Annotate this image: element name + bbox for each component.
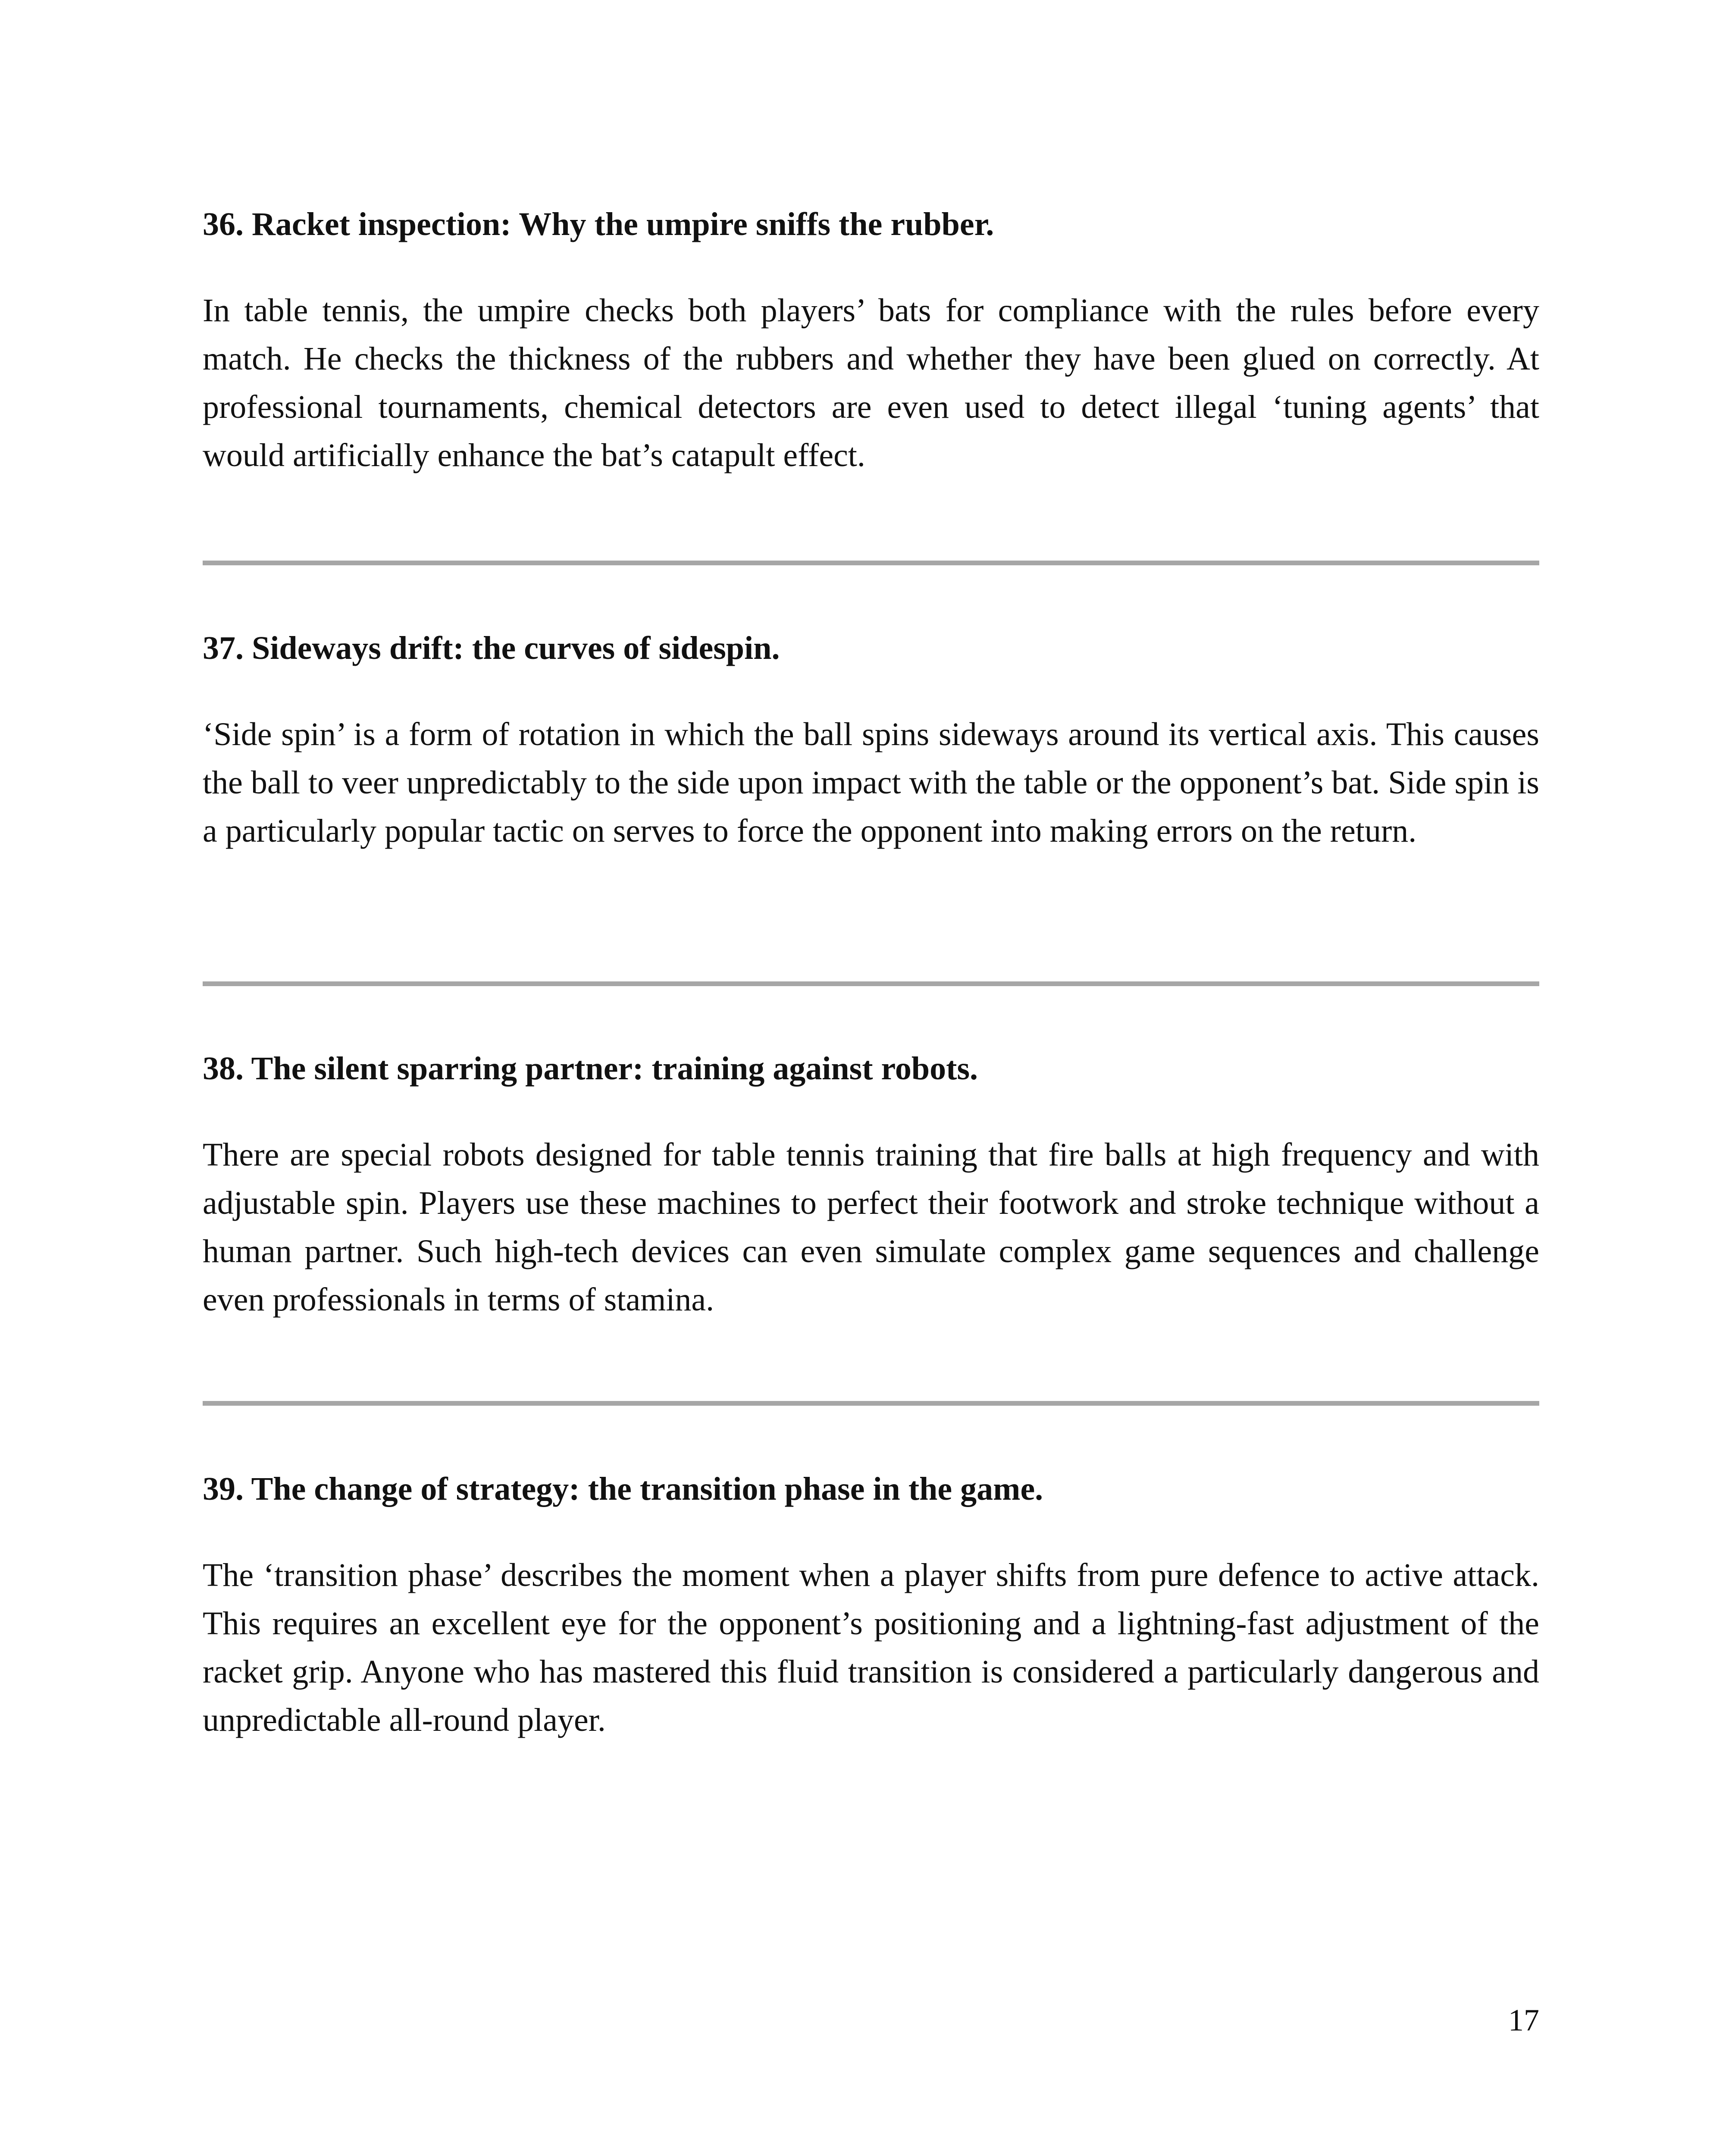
section-heading: 36. Racket inspection: Why the umpire sniffs the rubber. bbox=[203, 206, 994, 242]
page-number: 17 bbox=[1508, 2003, 1539, 2037]
section-38 bbox=[203, 1048, 1539, 1324]
section-body: In table tennis, the umpire checks both players’ bats for compliance with the rules before every match. He checks the thickness of the rubbers and whether they have been glued on correctly. At professional tournaments, chemical detectors are even used to detect illegal ‘tuning agents’ that would artificially enhance the bat’s catapult effect. bbox=[203, 292, 1539, 473]
section-37 bbox=[203, 627, 1539, 855]
section-36 bbox=[203, 204, 1539, 479]
section-heading: 37. Sideways drift: the curves of sidespin. bbox=[203, 630, 780, 666]
section-heading: 38. The silent sparring partner: training against robots. bbox=[203, 1050, 978, 1087]
section-divider bbox=[203, 561, 1539, 565]
section-body: The ‘transition phase’ describes the moment when a player shifts from pure defence to active attack. This requires an excellent eye for the opponent’s positioning and a lightning-fast adjustment of the racket grip. Anyone who has mastered this fluid transition is considered a particularly dangerous and unpredictable all-round player. bbox=[203, 1557, 1539, 1738]
section-divider bbox=[203, 1401, 1539, 1406]
section-39 bbox=[203, 1468, 1539, 1744]
section-body: ‘Side spin’ is a form of rotation in which the ball spins sideways around its vertical axis. This causes the ball to veer unpredictably to the side upon impact with the table or the opponent’s bat. Side spin is a particularly popular tactic on serves to force the opponent into making errors on the return. bbox=[203, 716, 1539, 849]
section-body: There are special robots designed for table tennis training that fire balls at high frequency and with adjustable spin. Players use these machines to perfect their footwork and stroke technique without a human partner. Such high-tech devices can even simulate complex game sequences and challenge even professionals in terms of stamina. bbox=[203, 1137, 1539, 1318]
section-heading: 39. The change of strategy: the transition phase in the game. bbox=[203, 1471, 1043, 1507]
section-divider bbox=[203, 981, 1539, 986]
